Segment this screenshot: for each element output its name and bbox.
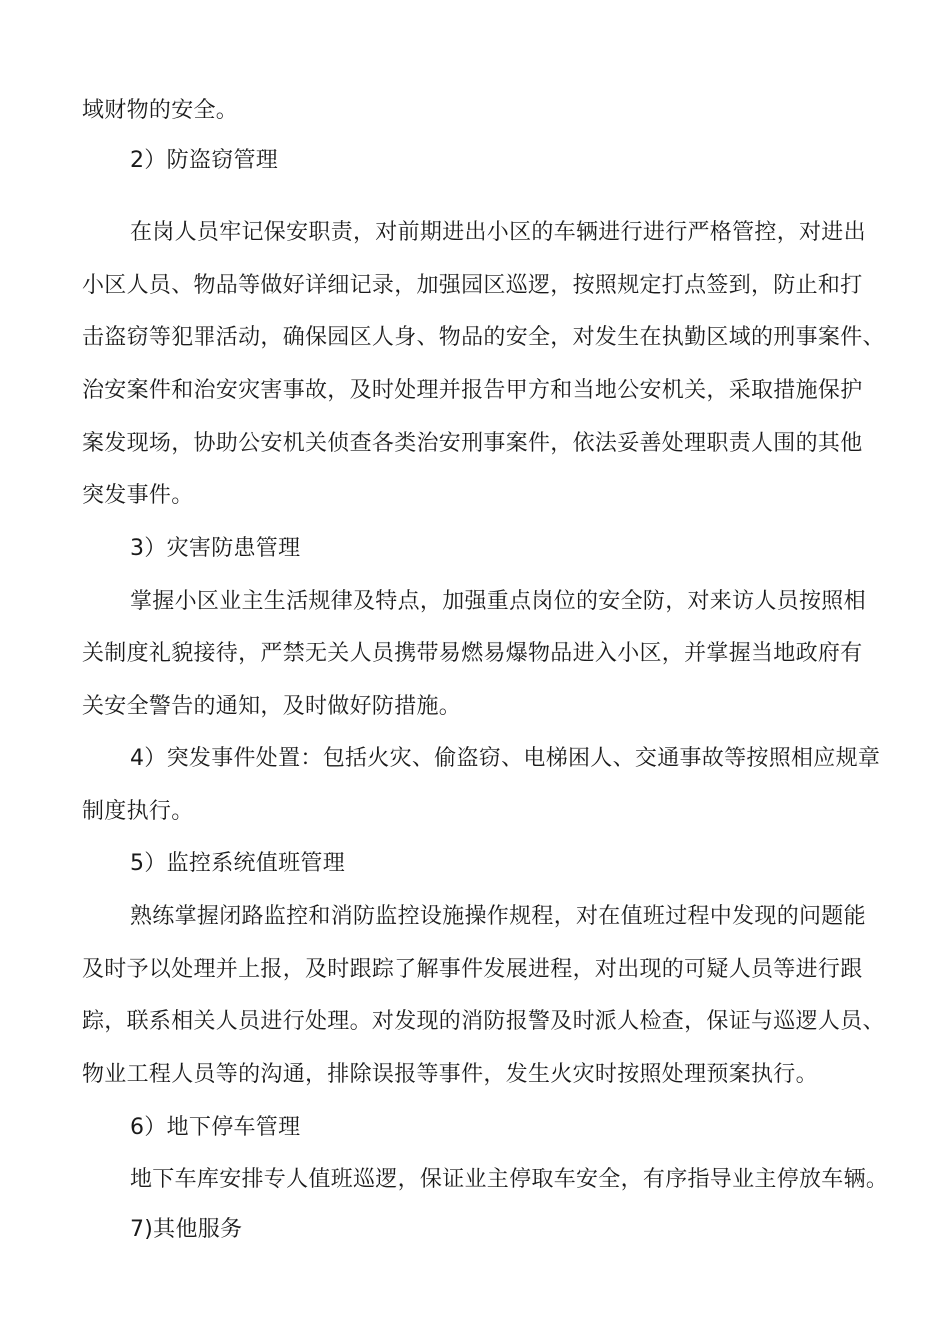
paragraph-line: 治安案件和治安灾害事故，及时处理并报告甲方和当地公安机关，采取措施保护 [82,378,863,403]
paragraph-line: 及时予以处理并上报，及时跟踪了解事件发展进程，对出现的可疑人员等进行跟 [82,957,863,982]
paragraph-line: 地下车库安排专人值班巡逻，保证业主停取车安全，有序指导业主停放车辆。 [130,1167,889,1192]
section-heading-anti-theft: 2）防盗窃管理 [130,148,279,173]
section-heading-parking: 6）地下停车管理 [130,1115,301,1140]
paragraph-line: 小区人员、物品等做好详细记录，加强园区巡逻，按照规定打点签到，防止和打 [82,273,863,298]
paragraph-line: 击盗窃等犯罪活动，确保园区人身、物品的安全，对发生在执勤区域的刑事案件、 [82,325,885,350]
section-heading-disaster-prevention: 3）灾害防患管理 [130,536,301,561]
paragraph-line: 熟练掌握闭路监控和消防监控设施操作规程，对在值班过程中发现的问题能 [130,904,866,929]
paragraph-line: 域财物的安全。 [82,98,239,123]
section-heading-emergency: 4）突发事件处置：包括火灾、偷盗窃、电梯困人、交通事故等按照相应规章 [130,746,881,771]
section-heading-monitoring: 5）监控系统值班管理 [130,851,345,876]
paragraph-line: 案发现场，协助公安机关侦查各类治安刑事案件，依法妥善处理职责人围的其他 [82,431,863,456]
paragraph-line: 物业工程人员等的沟通，排除误报等事件，发生火灾时按照处理预案执行。 [82,1062,818,1087]
paragraph-line: 关安全警告的通知，及时做好防措施。 [82,694,462,719]
paragraph-line: 踪，联系相关人员进行处理。对发现的消防报警及时派人检查，保证与巡逻人员、 [82,1009,885,1034]
section-heading-other-services: 7)其他服务 [130,1217,243,1242]
paragraph-line: 关制度礼貌接待，严禁无关人员携带易燃易爆物品进入小区，并掌握当地政府有 [82,641,863,666]
paragraph-line: 突发事件。 [82,483,194,508]
paragraph-line: 制度执行。 [82,799,194,824]
paragraph-line: 掌握小区业主生活规律及特点，加强重点岗位的安全防，对来访人员按照相 [130,589,866,614]
paragraph-line: 在岗人员牢记保安职责，对前期进出小区的车辆进行进行严格管控，对进出 [130,220,866,245]
